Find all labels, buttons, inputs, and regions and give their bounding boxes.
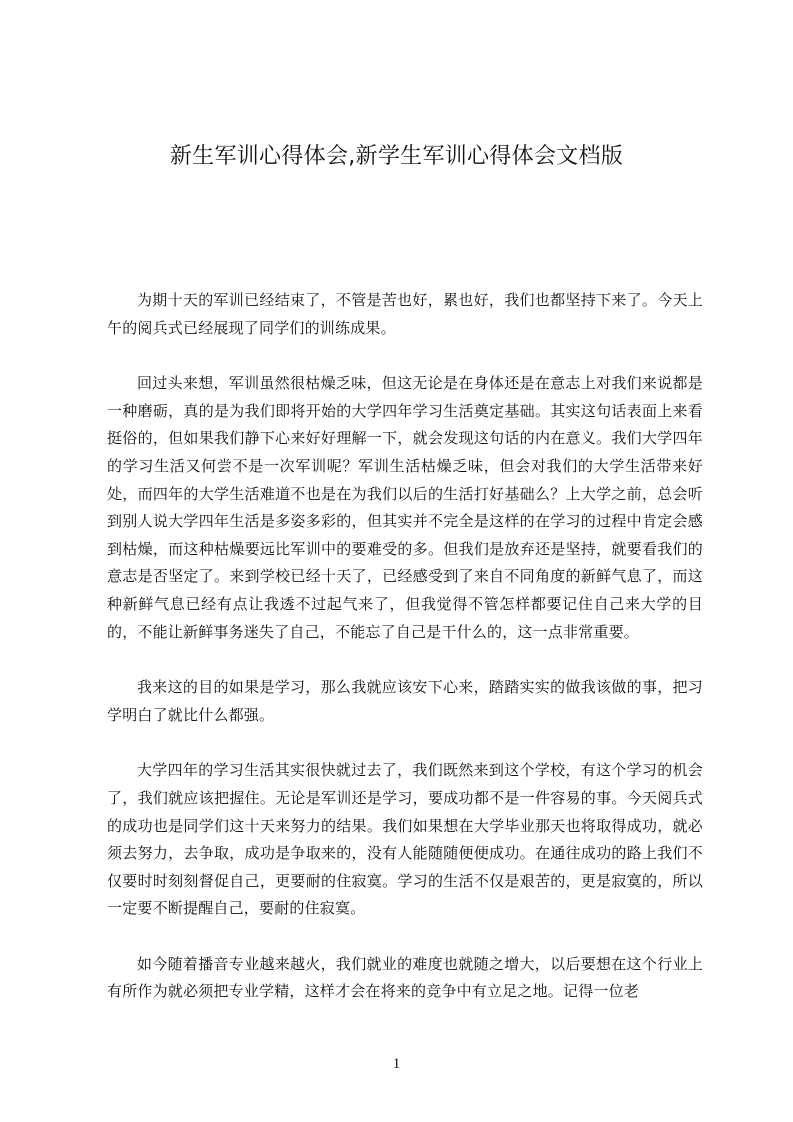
document-body — [107, 287, 703, 1034]
document-title: 新生军训心得体会,新学生军训心得体会文档版 — [169, 144, 624, 169]
paragraph-3: 我来这的目的如果是学习，那么我就应该安下心来，踏踏实实的做我该做的事，把习学明白了就比什么都强。 — [107, 678, 703, 724]
paragraph-2: 回过头来想，军训虽然很枯燥乏味，但这无论是在身体还是在意志上对我们来说都是一种磨砺，真的是为我们即将开始的大学四年学习生活奠定基础。其实这句话表面上来看挺俗的，但如果我们静下心来好好理解一下，就会发现这句话的内在意义。我们大学四年的学习生活又何尝不是一次军训呢？军训生活枯燥乏味，但会对我们的大学生活带来好处，而四年的大学生活难道不也是在为我们以后的生活打好基础么？上大学之前，总会听到别人说大学四年生活是多姿多彩的，但其实并不完全是这样的在学习的过程中肯定会感到枯燥，而这种枯燥要远比军训中的要难受的多。但我们是放弃还是坚持，就要看我们的意志是否坚定了。来到学校已经十天了，已经感受到了来自不同角度的新鲜气息了，而这种新鲜气息已经有点让我透不过起气来了，但我觉得不管怎样都要记住自己来大学的目的，不能让新鲜事务迷失了自己，不能忘了自己是干什么的，这一点非常重要。 — [107, 374, 703, 641]
paragraph-4: 大学四年的学习生活其实很快就过去了，我们既然来到这个学校，有这个学习的机会了，我们就应该把握住。无论是军训还是学习，要成功都不是一件容易的事。今天阅兵式的成功也是同学们这十天来努力的结果。我们如果想在大学毕业那天也将取得成功，就必须去努力，去争取，成功是争取来的，没有人能随随便便成功。在通往成功的路上我们不仅要时时刻刻督促自己，更要耐的住寂寞。学习的生活不仅是艰苦的，更是寂寞的，所以一定要不断提醒自己，要耐的住寂寞。 — [107, 761, 703, 918]
page-number: 1 — [392, 1056, 401, 1072]
paragraph-5: 如今随着播音专业越来越火，我们就业的难度也就随之增大，以后要想在这个行业上有所作为就必须把专业学精，这样才会在将来的竞争中有立足之地。记得一位老 — [107, 954, 703, 1001]
paragraph-1: 为期十天的军训已经结束了，不管是苦也好，累也好，我们也都坚持下来了。今天上午的阅兵式已经展现了同学们的训练成果。 — [107, 291, 703, 337]
